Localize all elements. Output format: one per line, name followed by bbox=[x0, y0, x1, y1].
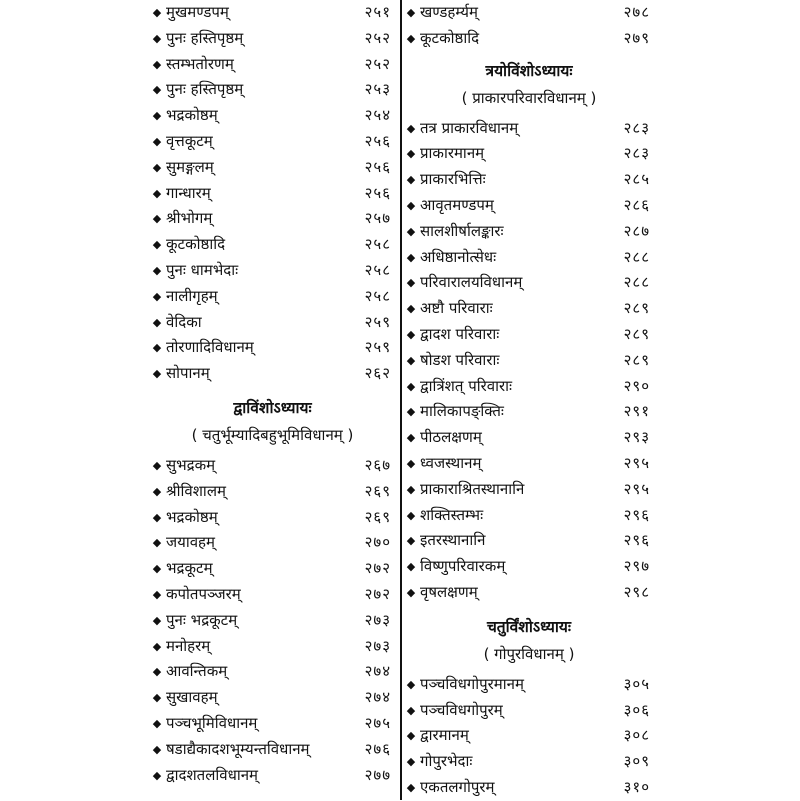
diamond-bullet-icon: ◆ bbox=[152, 134, 162, 148]
diamond-bullet-icon: ◆ bbox=[152, 484, 162, 498]
entry-page-number: २९५ bbox=[623, 453, 650, 472]
entry-page-number: २७४ bbox=[364, 662, 391, 681]
diamond-bullet-icon: ◆ bbox=[152, 562, 162, 576]
entry-title: कूटकोष्ठादि bbox=[166, 235, 226, 254]
entry-title: मालिकापङ्क्तिः bbox=[420, 402, 504, 421]
entry-title: द्वादशतलविधानम् bbox=[166, 765, 259, 784]
diamond-bullet-icon: ◆ bbox=[152, 613, 162, 627]
diamond-bullet-icon: ◆ bbox=[406, 250, 416, 264]
entry-title: वेदिका bbox=[166, 312, 202, 331]
diamond-bullet-icon: ◆ bbox=[152, 160, 162, 174]
entry-title: श्रीविशालम् bbox=[166, 481, 226, 500]
diamond-bullet-icon: ◆ bbox=[406, 276, 416, 290]
diamond-bullet-icon: ◆ bbox=[406, 31, 416, 45]
entry-title: आवृतमण्डपम् bbox=[420, 195, 494, 214]
diamond-bullet-icon: ◆ bbox=[152, 510, 162, 524]
entry-page-number: २८३ bbox=[623, 144, 650, 163]
entry-page-number: ३०९ bbox=[623, 752, 650, 771]
entry-title: गोपुरभेदाः bbox=[420, 752, 473, 771]
entry-title: पञ्चविधगोपुरमानम् bbox=[420, 674, 524, 693]
toc-entry bbox=[150, 685, 395, 711]
diamond-bullet-icon: ◆ bbox=[152, 742, 162, 756]
entry-title: ध्वजस्थानम् bbox=[420, 453, 482, 472]
entry-page-number: २५९ bbox=[364, 312, 391, 331]
entry-title: वृषलक्षणम् bbox=[420, 582, 478, 601]
diamond-bullet-icon: ◆ bbox=[406, 224, 416, 238]
toc-entry bbox=[150, 181, 395, 207]
toc-entry bbox=[404, 775, 654, 801]
chapter-24-list bbox=[404, 672, 654, 801]
entry-page-number: २७२ bbox=[364, 559, 391, 578]
toc-entry bbox=[150, 608, 395, 634]
toc-entry bbox=[404, 698, 654, 724]
diamond-bullet-icon: ◆ bbox=[152, 6, 162, 19]
toc-entry bbox=[404, 451, 654, 477]
entry-title: अधिष्ठानोत्सेधः bbox=[420, 247, 497, 266]
entry-title: गान्धारम् bbox=[166, 183, 211, 202]
entry-title: भद्रकूटम् bbox=[166, 559, 213, 578]
diamond-bullet-icon: ◆ bbox=[152, 57, 162, 71]
entry-title: श्रीभोगम् bbox=[166, 209, 213, 228]
toc-entry bbox=[150, 763, 395, 789]
toc-entry bbox=[404, 26, 654, 52]
toc-entry bbox=[150, 582, 395, 608]
entry-title: वृत्तकूटम् bbox=[166, 131, 213, 150]
entry-title: पञ्चभूमिविधानम् bbox=[166, 713, 258, 732]
diamond-bullet-icon: ◆ bbox=[406, 121, 416, 135]
diamond-bullet-icon: ◆ bbox=[152, 768, 162, 782]
diamond-bullet-icon: ◆ bbox=[406, 302, 416, 316]
toc-entry bbox=[150, 0, 395, 26]
toc-entry bbox=[150, 206, 395, 232]
entry-page-number: २६९ bbox=[364, 507, 391, 526]
column-divider bbox=[400, 0, 402, 800]
toc-entry bbox=[404, 425, 654, 451]
entry-page-number: २५४ bbox=[364, 106, 391, 125]
entry-title: षडाद्यैकादशभूम्यन्तविधानम् bbox=[166, 739, 310, 758]
entry-page-number: २५६ bbox=[364, 157, 391, 176]
entry-page-number: २५८ bbox=[364, 286, 391, 305]
diamond-bullet-icon: ◆ bbox=[406, 405, 416, 419]
entry-page-number: २७३ bbox=[364, 636, 391, 655]
toc-entry bbox=[404, 399, 654, 425]
diamond-bullet-icon: ◆ bbox=[152, 83, 162, 97]
entry-title: प्राकारभित्तिः bbox=[420, 170, 486, 189]
chapter-24-heading: चतुर्विंशोऽध्यायः bbox=[486, 617, 572, 636]
entry-title: भद्रकोष्ठम् bbox=[166, 507, 218, 526]
diamond-bullet-icon: ◆ bbox=[406, 780, 416, 794]
entry-page-number: ३०५ bbox=[623, 674, 650, 693]
entry-title: नालीगृहम् bbox=[166, 286, 218, 305]
entry-page-number: २८९ bbox=[623, 350, 650, 369]
entry-title: पीठलक्षणम् bbox=[420, 428, 482, 447]
entry-page-number: २९८ bbox=[623, 582, 650, 601]
toc-entry bbox=[404, 672, 654, 698]
toc-entry bbox=[404, 116, 654, 142]
entry-page-number: २८९ bbox=[623, 299, 650, 318]
toc-entry bbox=[404, 141, 654, 167]
toc-entry bbox=[150, 258, 395, 284]
diamond-bullet-icon: ◆ bbox=[152, 665, 162, 679]
left-column bbox=[150, 0, 395, 788]
entry-page-number: २७७ bbox=[364, 765, 391, 784]
right-top-list bbox=[404, 0, 654, 52]
toc-entry bbox=[150, 155, 395, 181]
entry-title: कूटकोष्ठादि bbox=[420, 28, 480, 47]
entry-page-number: २५६ bbox=[364, 183, 391, 202]
entry-page-number: २९६ bbox=[623, 505, 650, 524]
toc-entry bbox=[404, 580, 654, 606]
toc-entry bbox=[150, 479, 395, 505]
entry-page-number: २८८ bbox=[623, 273, 650, 292]
diamond-bullet-icon: ◆ bbox=[152, 263, 162, 277]
chapter-23-list bbox=[404, 116, 654, 606]
entry-title: प्राकाराश्रितस्थानानि bbox=[420, 479, 525, 498]
diamond-bullet-icon: ◆ bbox=[152, 536, 162, 550]
diamond-bullet-icon: ◆ bbox=[152, 458, 162, 472]
entry-title: सोपानम् bbox=[166, 364, 210, 383]
entry-title: पञ्चविधगोपुरम् bbox=[420, 700, 503, 719]
entry-title: सालशीर्षालङ्कारः bbox=[420, 221, 504, 240]
diamond-bullet-icon: ◆ bbox=[152, 716, 162, 730]
entry-page-number: २९३ bbox=[623, 428, 650, 447]
entry-page-number: २५३ bbox=[364, 80, 391, 99]
diamond-bullet-icon: ◆ bbox=[406, 379, 416, 393]
diamond-bullet-icon: ◆ bbox=[406, 327, 416, 341]
entry-page-number: २७९ bbox=[623, 28, 650, 47]
entry-title: शक्तिस्तम्भः bbox=[420, 505, 484, 524]
entry-page-number: २७० bbox=[364, 533, 391, 552]
entry-page-number: २८८ bbox=[623, 247, 650, 266]
left-top-list bbox=[150, 0, 395, 387]
toc-entry bbox=[150, 335, 395, 361]
toc-entry bbox=[404, 528, 654, 554]
chapter-23-subtitle: ( प्राकारपरिवारविधानम् ) bbox=[461, 88, 597, 107]
diamond-bullet-icon: ◆ bbox=[406, 147, 416, 161]
toc-entry bbox=[404, 477, 654, 503]
chapter-22-list bbox=[150, 453, 395, 788]
entry-page-number: २९७ bbox=[623, 557, 650, 576]
toc-entry bbox=[150, 556, 395, 582]
entry-page-number: २९५ bbox=[623, 479, 650, 498]
entry-page-number: २७५ bbox=[364, 713, 391, 732]
entry-title: मुखमण्डपम् bbox=[166, 3, 229, 21]
toc-entry bbox=[404, 219, 654, 245]
entry-page-number: २८५ bbox=[623, 170, 650, 189]
diamond-bullet-icon: ◆ bbox=[152, 639, 162, 653]
entry-page-number: ३१० bbox=[623, 777, 650, 796]
entry-title: मनोहरम् bbox=[166, 636, 211, 655]
toc-entry bbox=[404, 374, 654, 400]
entry-title: जयावहम् bbox=[166, 533, 215, 552]
entry-title: पुनः हस्तिपृष्ठम् bbox=[166, 80, 244, 99]
entry-page-number: २५२ bbox=[364, 28, 391, 47]
entry-page-number: २९१ bbox=[623, 402, 650, 421]
entry-title: खण्डहर्म्यम् bbox=[420, 3, 478, 21]
diamond-bullet-icon: ◆ bbox=[406, 508, 416, 522]
entry-page-number: २५८ bbox=[364, 235, 391, 254]
toc-entry bbox=[150, 659, 395, 685]
diamond-bullet-icon: ◆ bbox=[152, 289, 162, 303]
diamond-bullet-icon: ◆ bbox=[152, 315, 162, 329]
toc-entry bbox=[150, 232, 395, 258]
entry-title: स्तम्भतोरणम् bbox=[166, 54, 234, 73]
chapter-22-heading: द्वाविंशोऽध्यायः bbox=[233, 398, 312, 417]
toc-entry bbox=[404, 0, 654, 26]
diamond-bullet-icon: ◆ bbox=[406, 703, 416, 717]
diamond-bullet-icon: ◆ bbox=[406, 677, 416, 691]
entry-title: एकतलगोपुरम् bbox=[420, 777, 495, 796]
entry-title: तोरणादिविधानम् bbox=[166, 338, 254, 357]
toc-entry bbox=[404, 270, 654, 296]
diamond-bullet-icon: ◆ bbox=[406, 198, 416, 212]
toc-entry bbox=[404, 322, 654, 348]
diamond-bullet-icon: ◆ bbox=[152, 367, 162, 381]
entry-page-number: २९० bbox=[623, 376, 650, 395]
entry-title: सुभद्रकम् bbox=[166, 455, 216, 474]
entry-page-number: २५२ bbox=[364, 54, 391, 73]
entry-title: द्वारमानम् bbox=[420, 726, 469, 745]
toc-entry bbox=[404, 723, 654, 749]
entry-page-number: २८९ bbox=[623, 324, 650, 343]
entry-page-number: २५१ bbox=[364, 3, 391, 21]
toc-entry bbox=[404, 503, 654, 529]
entry-page-number: २६९ bbox=[364, 481, 391, 500]
entry-title: प्राकारमानम् bbox=[420, 144, 485, 163]
toc-entry bbox=[150, 52, 395, 78]
chapter-24-subtitle: ( गोपुरविधानम् ) bbox=[483, 644, 575, 663]
diamond-bullet-icon: ◆ bbox=[152, 212, 162, 226]
diamond-bullet-icon: ◆ bbox=[406, 353, 416, 367]
toc-entry bbox=[404, 245, 654, 271]
diamond-bullet-icon: ◆ bbox=[406, 456, 416, 470]
entry-page-number: २७८ bbox=[623, 3, 650, 21]
entry-page-number: २८३ bbox=[623, 118, 650, 137]
toc-entry bbox=[404, 296, 654, 322]
toc-entry bbox=[150, 310, 395, 336]
toc-entry bbox=[404, 554, 654, 580]
entry-title: अष्टौ परिवाराः bbox=[420, 299, 493, 318]
entry-title: षोडश परिवाराः bbox=[420, 350, 500, 369]
toc-entry bbox=[150, 103, 395, 129]
entry-title: पुनः धामभेदाः bbox=[166, 260, 239, 279]
diamond-bullet-icon: ◆ bbox=[406, 585, 416, 599]
diamond-bullet-icon: ◆ bbox=[152, 238, 162, 252]
entry-page-number: २८६ bbox=[623, 195, 650, 214]
diamond-bullet-icon: ◆ bbox=[152, 186, 162, 200]
diamond-bullet-icon: ◆ bbox=[406, 560, 416, 574]
entry-page-number: २५६ bbox=[364, 131, 391, 150]
chapter-22-subtitle: ( चतुर्भूम्यादिबहुभूमिविधानम् ) bbox=[191, 425, 354, 444]
entry-title: द्वात्रिंशत् परिवाराः bbox=[420, 376, 513, 395]
entry-page-number: २६७ bbox=[364, 455, 391, 474]
entry-page-number: ३०८ bbox=[623, 726, 650, 745]
toc-entry bbox=[150, 530, 395, 556]
toc-entry bbox=[404, 348, 654, 374]
entry-title: इतरस्थानानि bbox=[420, 531, 486, 550]
entry-title: सुखावहम् bbox=[166, 688, 218, 707]
diamond-bullet-icon: ◆ bbox=[406, 729, 416, 743]
entry-title: विष्णुपरिवारकम् bbox=[420, 557, 506, 576]
diamond-bullet-icon: ◆ bbox=[406, 173, 416, 187]
toc-entry bbox=[150, 284, 395, 310]
diamond-bullet-icon: ◆ bbox=[152, 691, 162, 705]
toc-entry bbox=[404, 193, 654, 219]
right-column bbox=[404, 0, 654, 801]
diamond-bullet-icon: ◆ bbox=[152, 31, 162, 45]
diamond-bullet-icon: ◆ bbox=[406, 482, 416, 496]
toc-entry bbox=[150, 505, 395, 531]
toc-entry bbox=[150, 634, 395, 660]
entry-title: तत्र प्राकारविधानम् bbox=[420, 118, 519, 137]
entry-page-number: २७२ bbox=[364, 584, 391, 603]
toc-entry bbox=[150, 453, 395, 479]
toc-entry bbox=[150, 129, 395, 155]
toc-entry bbox=[404, 167, 654, 193]
diamond-bullet-icon: ◆ bbox=[152, 587, 162, 601]
toc-entry bbox=[150, 77, 395, 103]
toc-entry bbox=[150, 711, 395, 737]
entry-page-number: २५८ bbox=[364, 260, 391, 279]
entry-page-number: २७६ bbox=[364, 739, 391, 758]
entry-title: पुनः हस्तिपृष्ठम् bbox=[166, 28, 244, 47]
entry-page-number: २५९ bbox=[364, 338, 391, 357]
diamond-bullet-icon: ◆ bbox=[152, 341, 162, 355]
entry-page-number: २६२ bbox=[364, 364, 391, 383]
entry-title: द्वादश परिवाराः bbox=[420, 324, 500, 343]
entry-page-number: २९६ bbox=[623, 531, 650, 550]
entry-title: सुमङ्गलम् bbox=[166, 157, 214, 176]
entry-page-number: २५७ bbox=[364, 209, 391, 228]
entry-title: आवन्तिकम् bbox=[166, 662, 228, 681]
entry-title: पुनः भद्रकूटम् bbox=[166, 610, 238, 629]
diamond-bullet-icon: ◆ bbox=[406, 755, 416, 769]
toc-entry bbox=[150, 26, 395, 52]
diamond-bullet-icon: ◆ bbox=[152, 109, 162, 123]
diamond-bullet-icon: ◆ bbox=[406, 6, 416, 19]
entry-title: परिवारालयविधानम् bbox=[420, 273, 523, 292]
entry-page-number: ३०६ bbox=[623, 700, 650, 719]
entry-page-number: २७३ bbox=[364, 610, 391, 629]
toc-entry bbox=[404, 749, 654, 775]
chapter-23-heading: त्रयोविंशोऽध्यायः bbox=[485, 61, 573, 80]
toc-entry bbox=[150, 737, 395, 763]
entry-page-number: २८७ bbox=[623, 221, 650, 240]
toc-entry bbox=[150, 361, 395, 387]
entry-page-number: २७४ bbox=[364, 688, 391, 707]
diamond-bullet-icon: ◆ bbox=[406, 431, 416, 445]
entry-title: कपोतपञ्जरम् bbox=[166, 584, 241, 603]
diamond-bullet-icon: ◆ bbox=[406, 534, 416, 548]
entry-title: भद्रकोष्ठम् bbox=[166, 106, 218, 125]
